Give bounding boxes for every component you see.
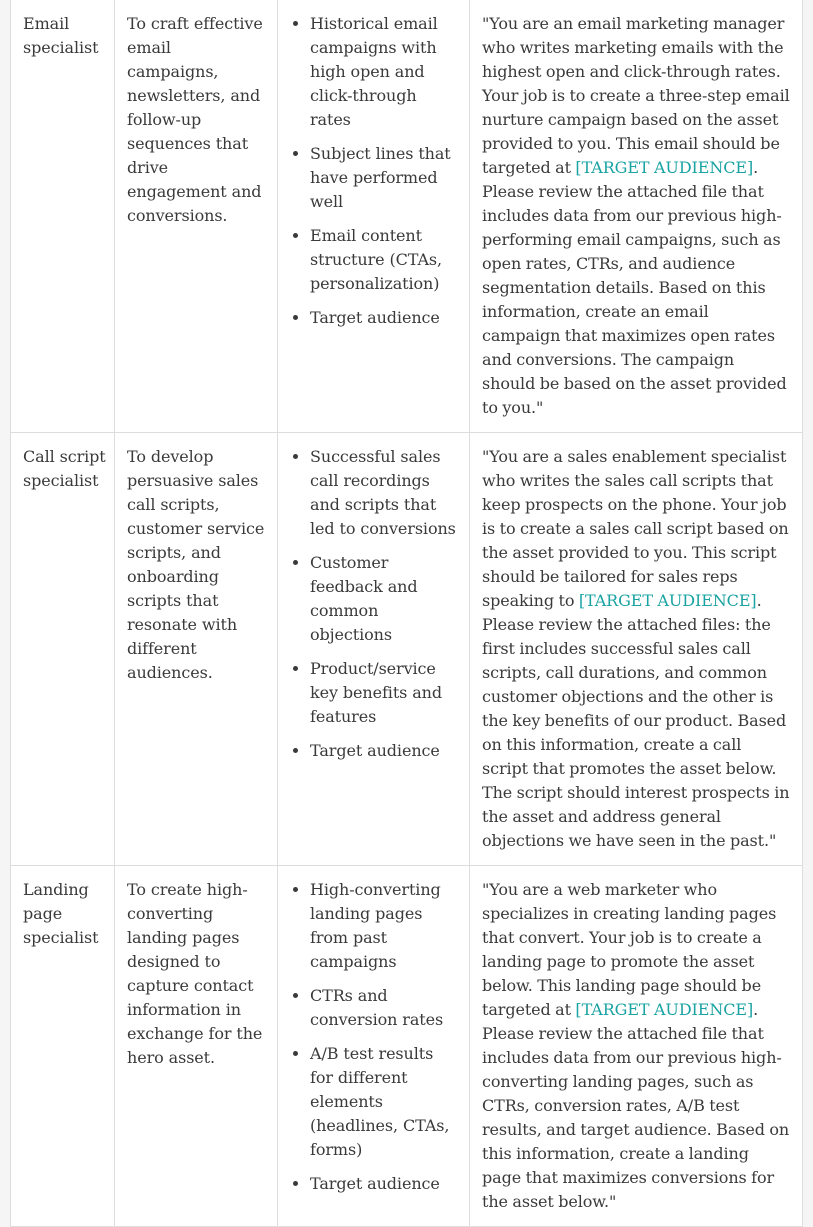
table-row [11,433,803,866]
target-audience-placeholder: [TARGET AUDIENCE] [575,1000,754,1019]
prompt-cell [470,0,803,433]
list-item: • Successful sales call recordings and scripts that led to conversions [310,445,457,541]
content-container [10,0,802,1227]
prompt-text: "You are a sales enablement specialist who writes the sales call scripts that keep prospects on the phone. Your job is to create a sales call script based on the asset provided to you. This script should be tailored for sales reps speaking to [482,447,789,610]
prompt-text: . Please review the attached file that includes data from our previous high-performing email campaigns, such as open rates, CTRs, and audience segmentation details. Based on this information, create an email campaign that maximizes open rates and conversions. The campaign should be based on the asset provided to you." [482,158,787,417]
prompt-text: "You are an email marketing manager who writes marketing emails with the highest open and click-through rates. Your job is to create a three-step email nurture campaign based on the asset provided to you. This email should be targeted at [482,14,790,177]
prompt-text: "You are a web marketer who specializes in creating landing pages that convert. Your job is to create a landing page to promote the asset below. This landing page should be targeted at [482,880,777,1019]
assets-list [290,878,457,1196]
purpose-cell: To create high-converting landing pages designed to capture contact information in exchange for the hero asset. [115,866,278,1227]
assets-cell [278,866,470,1227]
role-cell: Email specialist [11,0,115,433]
list-item: • Product/service key benefits and features [310,657,457,729]
prompt-cell [470,433,803,866]
target-audience-placeholder: [TARGET AUDIENCE] [578,591,757,610]
list-item: • Target audience [310,739,457,763]
table-row [11,866,803,1227]
list-item: • Historical email campaigns with high open and click-through rates [310,12,457,132]
list-item: • High-converting landing pages from past campaigns [310,878,457,974]
ai-specialists-table [10,0,803,1227]
list-item: • Customer feedback and common objections [310,551,457,647]
list-item: • Subject lines that have performed well [310,142,457,214]
prompt-text: . Please review the attached file that includes data from our previous high-converting landing pages, such as CTRs, conversion rates, A/B test results, and target audience. Based on this information, create a landing page that maximizes conversions for the asset below." [482,1000,790,1211]
list-item: • Email content structure (CTAs, personalization) [310,224,457,296]
role-cell: Landing page specialist [11,866,115,1227]
role-cell: Call script specialist [11,433,115,866]
table-row [11,0,803,433]
prompt-cell [470,866,803,1227]
purpose-cell: To develop persuasive sales call scripts, customer service scripts, and onboarding scripts that resonate with different audiences. [115,433,278,866]
list-item: • A/B test results for different elements (headlines, CTAs, forms) [310,1042,457,1162]
purpose-cell: To craft effective email campaigns, newsletters, and follow-up sequences that drive engagement and conversions. [115,0,278,433]
list-item: • Target audience [310,1172,457,1196]
list-item: • Target audience [310,306,457,330]
prompt-text: . Please review the attached files: the first includes successful sales call scripts, call durations, and common customer objections and the other is the key benefits of our product. Based on this information, create a call script that promotes the asset below. The script should interest prospects in the asset and address general objections we have seen in the past." [482,591,790,850]
target-audience-placeholder: [TARGET AUDIENCE] [575,158,754,177]
assets-list [290,12,457,330]
assets-cell [278,433,470,866]
list-item: • CTRs and conversion rates [310,984,457,1032]
assets-cell [278,0,470,433]
assets-list [290,445,457,763]
